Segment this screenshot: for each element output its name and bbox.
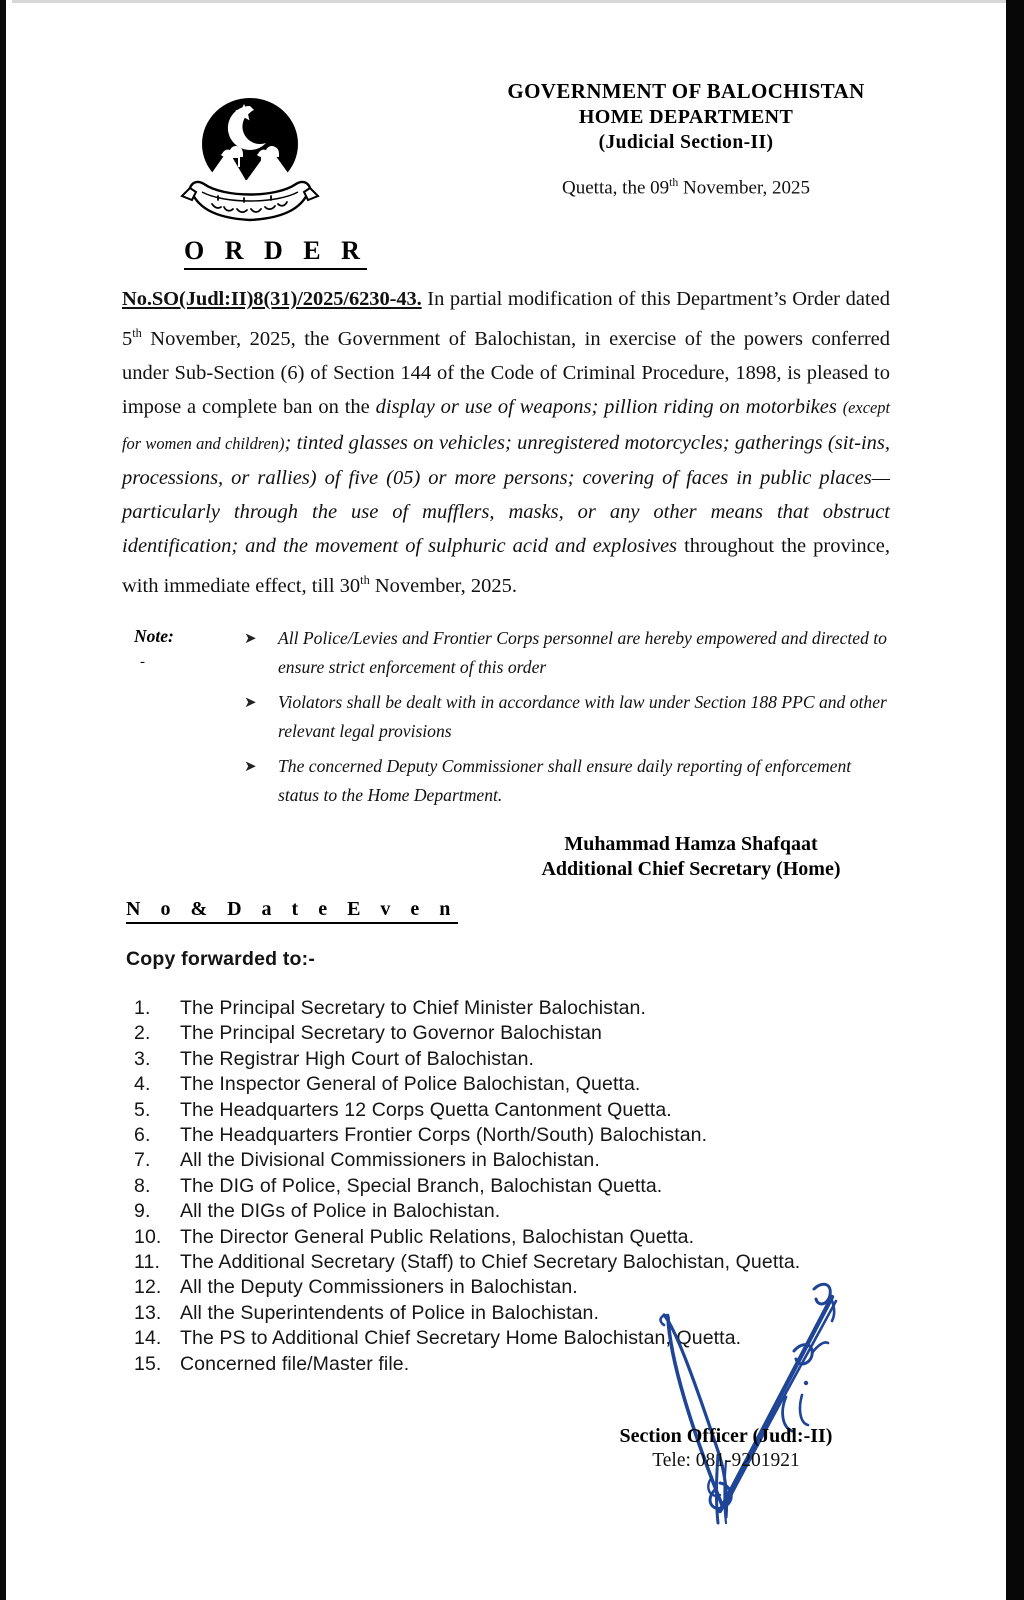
list-item-text: The Registrar High Court of Balochistan. bbox=[180, 1047, 535, 1070]
signer-designation: Additional Chief Secretary (Home) bbox=[541, 858, 841, 880]
list-item-number: 13. bbox=[134, 1301, 162, 1324]
list-item-text: All the Superintendents of Police in Balochistan. bbox=[180, 1301, 599, 1324]
page-top-edge bbox=[12, 0, 1006, 3]
list-item-text: The PS to Additional Chief Secretary Home Balochistan, Quetta. bbox=[180, 1327, 742, 1350]
note-item bbox=[242, 688, 892, 746]
signer-block bbox=[476, 832, 906, 882]
page-left-dark-edge bbox=[0, 0, 6, 1600]
list-item-number: 6. bbox=[134, 1124, 151, 1147]
place-and-date bbox=[406, 176, 966, 199]
no-and-date-even-heading: N o & D a t e E v e n bbox=[126, 898, 458, 924]
list-item-number: 10. bbox=[134, 1225, 162, 1248]
list-item bbox=[134, 1225, 934, 1250]
note-item-text: The concerned Deputy Commissioner shall ensure daily reporting of enforcement status to the Home Department. bbox=[278, 756, 852, 805]
arrow-bullet-icon: ➤ bbox=[244, 631, 257, 647]
department-title-line: HOME DEPARTMENT bbox=[578, 106, 794, 128]
list-item bbox=[134, 1123, 934, 1148]
place-date-suffix: November, 2025 bbox=[678, 177, 810, 199]
list-item bbox=[134, 1326, 934, 1351]
place-date-prefix: Quetta, the 09 bbox=[562, 177, 670, 199]
list-item bbox=[134, 1021, 934, 1046]
section-officer-block bbox=[526, 1424, 926, 1474]
place-date-ordinal: th bbox=[669, 176, 679, 189]
list-item-text: The Additional Secretary (Staff) to Chief Secretary Balochistan, Quetta. bbox=[180, 1251, 801, 1274]
list-item-text: All the DIGs of Police in Balochistan. bbox=[180, 1200, 501, 1223]
list-item-number: 2. bbox=[134, 1022, 151, 1045]
note-item bbox=[242, 624, 892, 682]
order-heading: O R D E R bbox=[184, 236, 367, 270]
list-item-number: 3. bbox=[134, 1047, 151, 1070]
body-text-part-4: November, 2025. bbox=[369, 575, 517, 598]
list-item-text: All the Deputy Commissioners in Balochistan. bbox=[180, 1276, 578, 1299]
list-item-number: 11. bbox=[134, 1251, 160, 1274]
list-item bbox=[134, 1148, 934, 1173]
list-item-number: 9. bbox=[134, 1200, 151, 1223]
list-item bbox=[134, 1072, 934, 1097]
distribution-list bbox=[134, 996, 934, 1377]
list-item bbox=[134, 1352, 934, 1377]
list-item-text: The Principal Secretary to Governor Balochistan bbox=[180, 1022, 602, 1045]
list-item-number: 1. bbox=[134, 997, 151, 1019]
note-sub-mark: - bbox=[140, 654, 145, 670]
list-item bbox=[134, 1174, 934, 1199]
list-item bbox=[134, 1250, 934, 1275]
arrow-bullet-icon: ➤ bbox=[244, 759, 257, 775]
header-title-block bbox=[406, 78, 966, 199]
list-item bbox=[134, 1098, 934, 1123]
signer-name: Muhammad Hamza Shafqaat bbox=[564, 833, 818, 855]
body-ordinal-2: th bbox=[360, 573, 370, 588]
reference-number: No.SO(Judl:II)8(31)/2025/6230-43. bbox=[122, 288, 422, 310]
note-label: Note: bbox=[134, 626, 174, 646]
list-item-number: 12. bbox=[134, 1276, 162, 1299]
document-page bbox=[6, 0, 1006, 1600]
balochistan-emblem-icon bbox=[178, 92, 322, 228]
body-ordinal-1: th bbox=[132, 326, 142, 341]
list-item-text: Concerned file/Master file. bbox=[180, 1352, 410, 1375]
banned-activities-italic-1: display or use of weapons; pillion riding on motorbikes bbox=[375, 396, 843, 419]
note-item bbox=[242, 752, 892, 810]
note-item-text: Violators shall be dealt with in accordance with law under Section 188 PPC and other relevant legal provisions bbox=[278, 692, 887, 741]
list-item bbox=[134, 1047, 934, 1072]
body-text-part-3: throughout the province, with immediate effect, till 30 bbox=[122, 535, 890, 598]
list-item-text: The Principal Secretary to Chief Minister Balochistan. bbox=[180, 997, 647, 1019]
body-text-part-1: In partial modification of this Department’s Order dated 5 bbox=[122, 288, 890, 351]
list-item-number: 15. bbox=[134, 1352, 162, 1375]
list-item bbox=[134, 1301, 934, 1326]
list-item bbox=[134, 1199, 934, 1224]
order-body bbox=[122, 282, 890, 603]
copy-forwarded-label: Copy forwarded to:- bbox=[126, 948, 316, 970]
note-item-text: All Police/Levies and Frontier Corps personnel are hereby empowered and directed to ensure strict enforcement of this order bbox=[278, 628, 887, 677]
list-item-text: The Headquarters 12 Corps Quetta Cantonment Quetta. bbox=[180, 1098, 672, 1121]
arrow-bullet-icon: ➤ bbox=[244, 695, 257, 711]
body-text-part-2: November, 2025, the Government of Balochistan, in exercise of the powers conferred under Sub-Section (6) of Section 144 of the Code of Criminal Procedure, 1898, is pleased to impose a complete ban on the bbox=[122, 328, 890, 419]
list-item bbox=[134, 1275, 934, 1300]
list-item-text: The Inspector General of Police Balochistan, Quetta. bbox=[180, 1073, 641, 1096]
list-item-text: The Director General Public Relations, Balochistan Quetta. bbox=[180, 1225, 695, 1248]
list-item-text: The Headquarters Frontier Corps (North/South) Balochistan. bbox=[180, 1124, 708, 1147]
list-item-number: 4. bbox=[134, 1073, 151, 1096]
list-item-number: 14. bbox=[134, 1327, 162, 1350]
list-item-number: 7. bbox=[134, 1149, 151, 1172]
list-item-number: 8. bbox=[134, 1174, 151, 1197]
note-items-list bbox=[242, 624, 892, 816]
government-title-line: GOVERNMENT OF BALOCHISTAN bbox=[507, 79, 865, 103]
list-item-text: The DIG of Police, Special Branch, Balochistan Quetta. bbox=[180, 1174, 663, 1197]
banned-activities-exception: (except for women and children) bbox=[122, 398, 891, 453]
section-title-line: (Judicial Section-II) bbox=[598, 132, 774, 153]
order-paragraph bbox=[122, 282, 890, 603]
section-officer-telephone: Tele: 081-9201921 bbox=[652, 1450, 800, 1471]
list-item bbox=[134, 996, 934, 1021]
page-right-dark-edge bbox=[1006, 0, 1024, 1600]
section-officer-title: Section Officer (Judl:-II) bbox=[619, 1425, 833, 1447]
list-item-number: 5. bbox=[134, 1098, 151, 1121]
list-item-text: All the Divisional Commissioners in Balochistan. bbox=[180, 1149, 600, 1172]
banned-activities-italic-2: ; tinted glasses on vehicles; unregistered motorcycles; gatherings (sit-ins, processions, or rallies) of five (05) or more persons; covering of faces in public places—particularly through the use of mufflers, masks, or any other means that obstruct identification; and the movement of sulphuric acid and explosives bbox=[122, 431, 890, 558]
